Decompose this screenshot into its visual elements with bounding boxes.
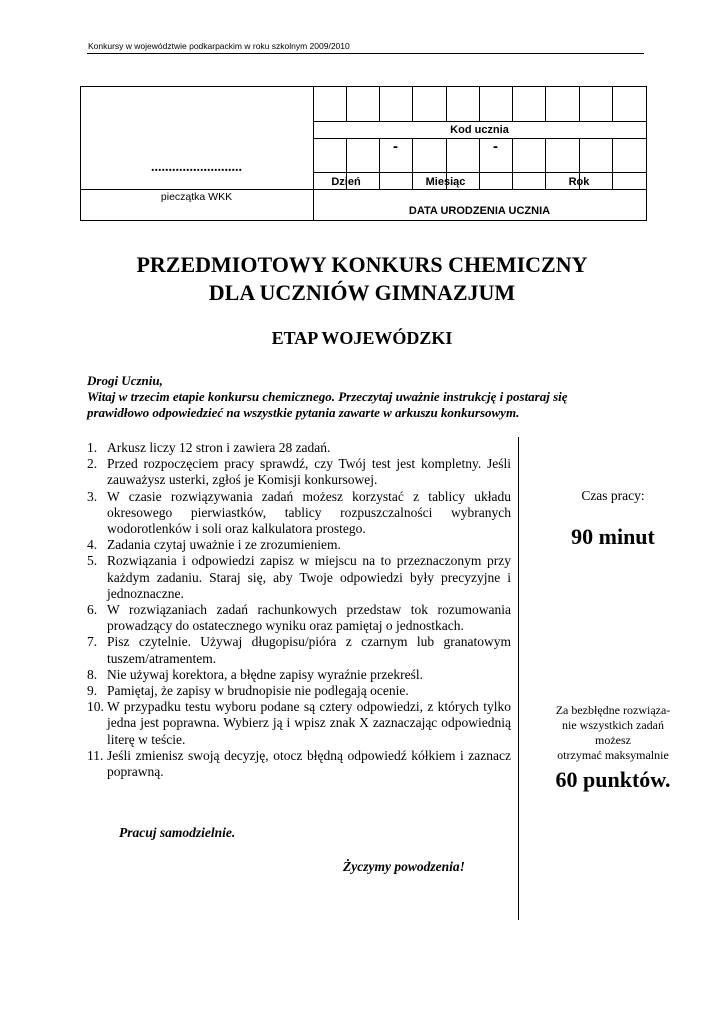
rule-item: 5. Rozwiązania i odpowiedzi zapisz w miejscu na to przeznaczonym przy każdym zadaniu. Staraj się, aby Twoje odpowiedzi były precyzyjne i jednoznaczne. (87, 553, 511, 601)
rule-item: 3. W czasie rozwiązywania zadań możesz korzystać z tablicy układu okresowego pierwiastków, tablicy rozpuszczalności wybranych wodorotlenków i soli oraz kalkulatora prostego. (87, 488, 511, 537)
title-line-2: DLA UCZNIÓW GIMNAZJUM (208, 280, 516, 305)
date-dash-2: - (493, 138, 498, 155)
rule-item: 1. Arkusz liczy 12 stron i zawiera 28 zadań. (87, 440, 331, 455)
time-label: Czas pracy: (581, 488, 645, 503)
page-header: Konkursy w województwie podkarpackim w roku szkolnym 2009/2010 (88, 41, 350, 51)
rule-item: 7. Pisz czytelnie. Używaj długopisu/pióra z czarnym lub granatowym tuszem/atramentem. (87, 634, 511, 666)
year-label: Rok (568, 176, 590, 188)
work-alone-note: Pracuj samodzielnie. (119, 825, 236, 840)
rule-item: 4. Zadania czytaj uważnie i ze zrozumieniem. (87, 537, 341, 553)
points-text-3: możesz (595, 733, 631, 747)
form-row-divider (80, 189, 646, 190)
points-text-4: otrzymać maksymalnie (557, 748, 669, 762)
column-divider (518, 437, 519, 920)
good-luck-note: Życzymy powodzenia! (343, 859, 465, 874)
month-label: Miesiąc (425, 176, 466, 188)
rule-item: 2. Przed rozpoczęciem pracy sprawdź, czy Twój test jest kompletny. Jeśli zauważysz usterki, zgłoś je Komisji konkursowej. (87, 456, 511, 488)
birth-date-label: DATA URODZENIA UCZNIA (408, 205, 551, 217)
points-value: 60 punktów. (555, 767, 671, 792)
date-dash-1: - (393, 138, 398, 155)
rule-item: 11. Jeśli zmienisz swoją decyzję, otocz błędną odpowiedź kółkiem i zaznacz poprawną. (87, 747, 511, 780)
code-row1-bottom (313, 121, 646, 122)
time-value: 90 minut (571, 524, 655, 549)
points-text-1: Za bezbłędne rozwiąza- (555, 703, 671, 717)
rule-item: 6. W rozwiązaniach zadań rachunkowych przedstaw tok rozumowania prowadzący do ostatecznego wyniku oraz pamiętaj o jednostkach. (87, 602, 511, 634)
greeting-line-3: prawidłowo odpowiedzieć na wszystkie pytania zawarte w arkuszu konkursowym. (87, 405, 520, 420)
header-rule (87, 53, 644, 54)
rule-item: 8. Nie używaj korektora, a błędne zapisy wyraźnie przekreśl. (87, 666, 423, 682)
form-divider (313, 86, 314, 220)
points-text-2: nie wszystkich zadań (562, 718, 664, 732)
student-code-label: Kod ucznia (450, 124, 509, 136)
rules-list (87, 440, 511, 780)
greeting-line-2: Witaj w trzecim etapie konkursu chemicznego. Przeczytaj uważnie instrukcję i postaraj się (87, 389, 568, 404)
stamp-label: pieczątka WKK (160, 191, 233, 203)
stamp-dots: .......................... (151, 160, 242, 175)
greeting-salutation: Drogi Uczniu, (87, 373, 163, 388)
title-line-1: PRZEDMIOTOWY KONKURS CHEMICZNY (136, 252, 588, 277)
rule-item: 10. W przypadku testu wyboru podane są cztery odpowiedzi, z których tylko jedna jest poprawna. Wybierz ją i wpisz znak X zaznaczając odpowiednią literę w teście. (87, 699, 511, 747)
day-label: Dzień (331, 176, 361, 188)
rule-item: 9. Pamiętaj, że zapisy w brudnopisie nie podlegają ocenie. (87, 683, 409, 699)
stage-title: ETAP WOJEWÓDZKI (271, 328, 453, 348)
